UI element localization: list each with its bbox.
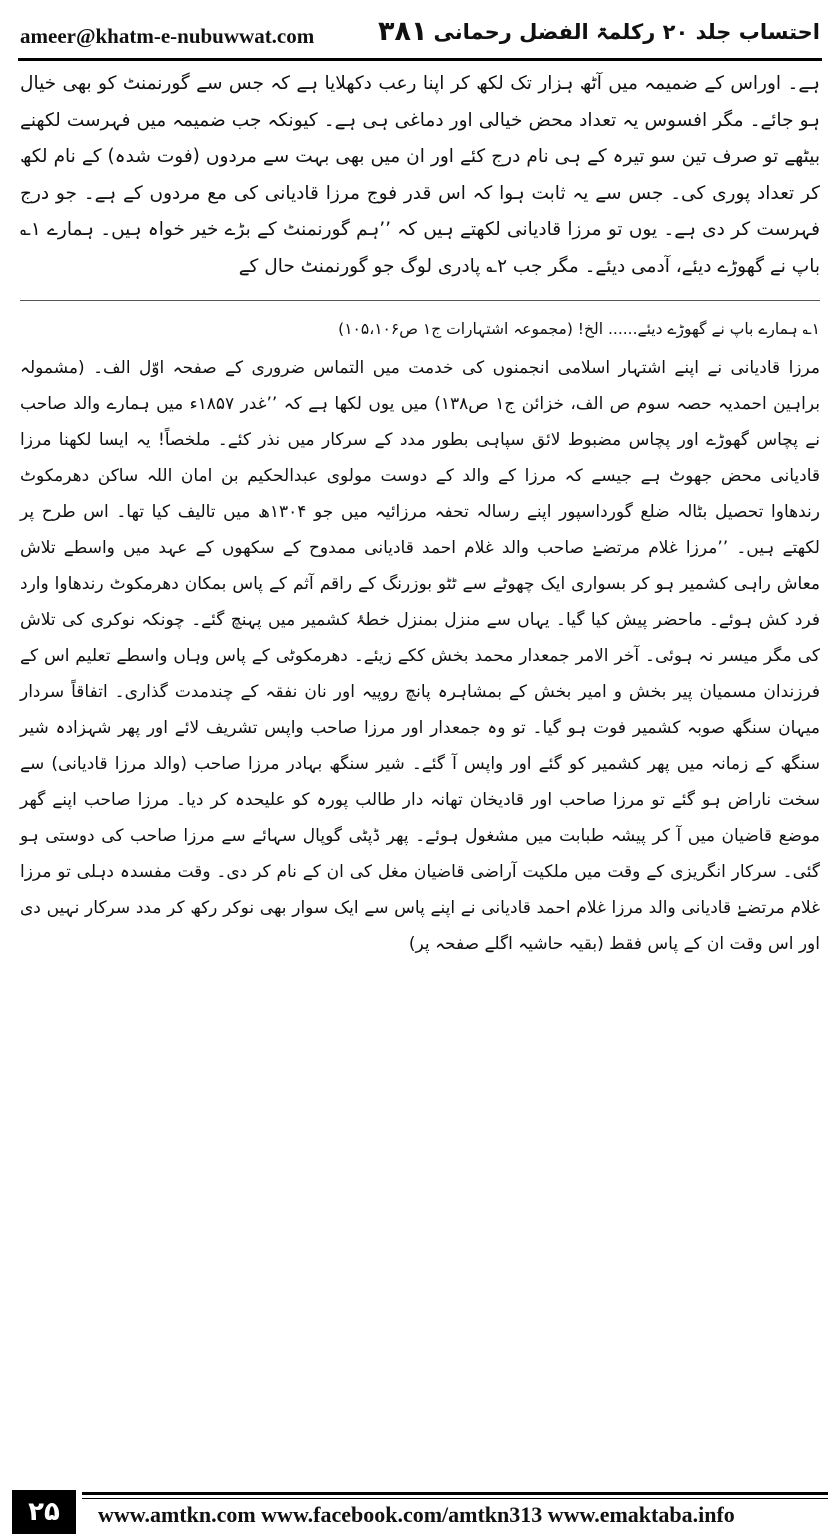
main-text xyxy=(20,66,820,285)
footnote-paragraph: مرزا قادیانی نے اپنے اشتہار اسلامی انجمنوں کی خدمت میں التماس ضروری کے صفحہ اوّل الف۔ (مشمولہ براہین احمدیہ حصہ سوم ص الف، خزائن ج۱ ص۱۳۸) میں یوں لکھا ہے کہ ’’غدر ۱۸۵۷ء میں ہمارے والد صاحب نے پچاس گھوڑے اور پچاس مضبوط لائق سپاہی بطور مدد کے سرکار میں نذر کئے۔ ملخصاً! یہ ایسا لکھنا مرزا قادیانی محض جھوٹ ہے جیسے کہ مرزا کے والد کے دوست مولوی عبدالحکیم بن امان اللہ ساکن دھرمکوٹ رندھاوا تحصیل بٹالہ ضلع گورداسپور اپنے رسالہ تحفہ مرزائیہ میں جو ۱۳۰۴ھ میں تالیف کیا تھا۔ اس طرح پر لکھتے ہیں۔ ’’مرزا غلام مرتضےٰ صاحب والد غلام احمد قادیانی ممدوح کے سکھوں کے عہد میں واسطے تلاش معاش راہی کشمیر ہو کر بسواری ایک چھوٹے سے ٹٹو بوزرنگ کے راقم آثم کے پاس بمکان دھرمکوٹ رندھاوا وارد فرد کش ہوئے۔ ماحضر پیش کیا گیا۔ یہاں سے منزل بمنزل خطۂ کشمیر میں پہنچ گئے۔ چونکہ نوکری کی تلاش کی مگر میسر نہ ہوئی۔ آخر الامر جمعدار محمد بخش ککے زیئے۔ دھرمکوٹی کے پاس وہاں واسطے تعلیم اس کے فرزندان مسمیان پیر بخش و امیر بخش کے بمشاہرہ پانچ روپیہ اور نان نفقہ کے چندمدت گذاری۔ اتفاقاً سردار میہان سنگھ صوبہ کشمیر فوت ہو گیا۔ تو وہ جمعدار اور مرزا صاحب واپس تشریف لائے اور پھر شہزادہ شیر سنگھ کے زمانہ میں پھر کشمیر کو گئے اور واپس آ گئے۔ شیر سنگھ بہادر مرزا صاحب (والد مرزا قادیانی) سے سخت ناراض ہو گئے تو مرزا صاحب اور قادیخان تھانہ دار طالب پورہ کو علیحدہ کر دیا۔ مرزا صاحب اپنے گھر موضع قاضیان میں آ کر پیشہ طبابت میں مشغول ہوئے۔ پھر ڈپٹی گوپال سہائے سے مرزا صاحب کی دوستی ہو گئی۔ سرکار انگریزی کے وقت میں ملکیت آراضی قاضیان مغل کی ان کے نام کر دی۔ وقت مفسدہ دہلی تو مرزا غلام مرتضےٰ قادیانی والد مرزا غلام احمد قادیانی نے اپنے پاس سے ایک سوار بھی نوکر رکھ کر مدد سرکار نہیں دی اور اس وقت ان کے پاس فقط (بقیہ حاشیہ اگلے صفحہ پر) xyxy=(20,358,820,954)
page-footer xyxy=(12,1490,828,1534)
footer-links[interactable]: www.amtkn.com www.facebook.com/amtkn313 www.emaktaba.info xyxy=(98,1502,735,1527)
footer-page-number: ۲۵ xyxy=(12,1490,76,1534)
footnote-heading: ۱؎ ہمارے باپ نے گھوڑے دیئے...... الخ! (مجموعہ اشتہارات ج۱ ص۱۰۵،۱۰۶) xyxy=(338,320,820,338)
header-email: ameer@khatm-e-nubuwwat.com xyxy=(20,24,315,48)
footer-rule xyxy=(82,1492,828,1495)
main-paragraph: ہے۔ اوراس کے ضمیمہ میں آٹھ ہزار تک لکھ کر اپنا رعب دکھلایا ہے کہ جس سے گورنمنٹ کو بھی خیال ہو جائے۔ مگر افسوس یہ تعداد محض خیالی اور دماغی ہی ہے۔ کیونکہ جب ضمیمہ میں فہرست لکھنے بیٹھے تو صرف تین سو تیرہ کے ہی نام درج کئے اور ان میں بھی بہت سے مردوں (فوت شدہ) کے نام لکھ کر تعداد پوری کی۔ جس سے یہ ثابت ہوا کہ اس قدر فوج مرزا قادیانی کی مع مردوں کے ہے۔ جو درج فہرست کر دی ہے۔ یوں تو مرزا قادیانی لکھتے ہیں کہ ’’ہم گورنمنٹ کے بڑے خیر خواہ ہیں۔ ہمارے ۱؎ باپ نے گھوڑے دیئے، آدمی دیئے۔ مگر جب ۲؎ پادری لوگ جو گورنمنٹ حال کے xyxy=(20,73,820,277)
header-page-number: ٣٨١ xyxy=(378,16,428,47)
header-rule xyxy=(18,58,822,61)
footnote-text xyxy=(20,350,820,962)
footer-rule-thin xyxy=(82,1498,828,1499)
footnote-divider xyxy=(20,300,820,301)
book-title: احتساب جلد ۲۰ رکلمۃ الفضل رحمانی xyxy=(433,20,820,44)
page-header xyxy=(18,14,822,54)
